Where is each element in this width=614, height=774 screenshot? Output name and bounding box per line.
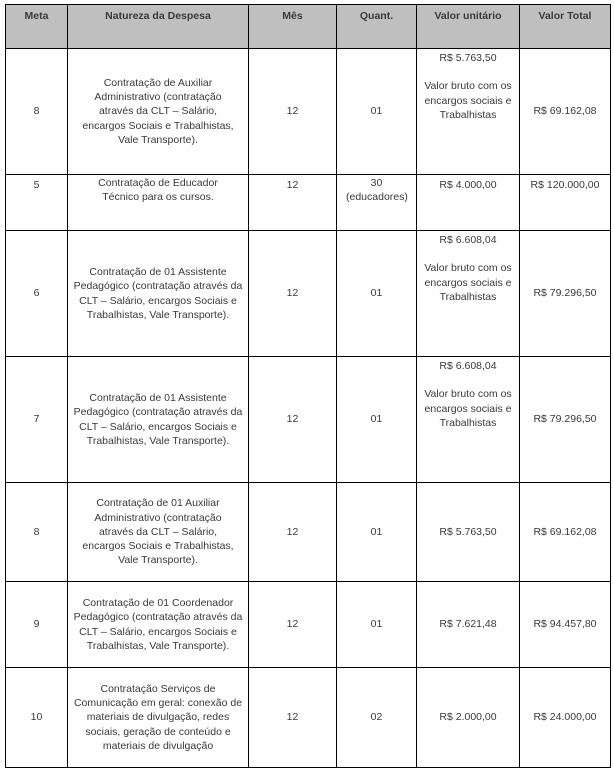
table-row xyxy=(6,582,611,668)
cell-mes: 12 xyxy=(249,483,337,582)
header-valor-unitario: Valor unitário xyxy=(417,5,520,49)
cell-natureza xyxy=(68,668,249,768)
cell-quant: 01 xyxy=(337,357,417,483)
cell-quant: 01 xyxy=(337,483,417,582)
cell-valor-total: R$ 120.000,00 xyxy=(520,175,611,231)
cell-valor-unitario xyxy=(417,357,520,483)
cell-valor-unitario xyxy=(417,231,520,357)
natureza-text: Contratação de Auxiliar Administrativo (contratação através da CLT – Salário, encargos Sociais e Trabalhistas, Vale Transporte). xyxy=(82,76,234,146)
header-natureza: Natureza da Despesa xyxy=(68,5,249,49)
cell-meta: 10 xyxy=(6,668,68,768)
table-row xyxy=(6,357,611,483)
cell-natureza xyxy=(68,231,249,357)
valor-unitario-note: Valor bruto com os encargos sociais e Trabalhistas xyxy=(424,80,512,121)
cell-mes: 12 xyxy=(249,668,337,768)
cell-quant: 01 xyxy=(337,582,417,668)
natureza-text: Contratação de 01 Auxiliar Administrativo (contratação através da CLT – Salário, encargos Sociais e Trabalhistas, Vale Transporte). xyxy=(82,497,234,567)
valor-unitario-amount: R$ 5.763,50 xyxy=(439,52,497,64)
cell-meta: 6 xyxy=(6,231,68,357)
table-row xyxy=(6,175,611,231)
header-meta: Meta xyxy=(6,5,68,49)
cell-natureza xyxy=(68,582,249,668)
cell-natureza xyxy=(68,483,249,582)
natureza-text: Contratação de Educador Técnico para os cursos. xyxy=(98,177,218,204)
cell-quant: 01 xyxy=(337,231,417,357)
cell-meta: 5 xyxy=(6,175,68,231)
cell-valor-total: R$ 94.457,80 xyxy=(520,582,611,668)
cell-mes: 12 xyxy=(249,49,337,175)
natureza-text: Contratação de 01 Assistente Pedagógico (contratação através da CLT – Salário, encargos Sociais e Trabalhistas, Vale Transporte). xyxy=(73,391,243,447)
cell-mes: 12 xyxy=(249,582,337,668)
cell-valor-unitario: R$ 5.763,50 xyxy=(417,483,520,582)
cell-mes: 12 xyxy=(249,231,337,357)
valor-unitario-note: Valor bruto com os encargos sociais e Trabalhistas xyxy=(424,262,512,303)
cell-valor-total: R$ 69.162,08 xyxy=(520,483,611,582)
cell-valor-total: R$ 79.296,50 xyxy=(520,231,611,357)
cell-mes: 12 xyxy=(249,175,337,231)
cell-natureza xyxy=(68,175,249,231)
valor-unitario-amount: R$ 6.608,04 xyxy=(439,360,497,372)
cell-valor-total: R$ 79.296,50 xyxy=(520,357,611,483)
natureza-text: Contratação de 01 Assistente Pedagógico (contratação através da CLT – Salário, encargos Sociais e Trabalhistas, Vale Transporte). xyxy=(73,265,243,321)
header-quant: Quant. xyxy=(337,5,417,49)
cell-quant xyxy=(337,175,417,231)
budget-table xyxy=(5,4,611,768)
cell-quant: 01 xyxy=(337,49,417,175)
cell-valor-unitario xyxy=(417,49,520,175)
cell-meta: 8 xyxy=(6,483,68,582)
cell-meta: 9 xyxy=(6,582,68,668)
valor-unitario-amount: R$ 6.608,04 xyxy=(439,234,497,246)
cell-valor-unitario: R$ 2.000,00 xyxy=(417,668,520,768)
quant-text: 30 (educadores) xyxy=(346,177,408,204)
header-mes: Mês xyxy=(249,5,337,49)
cell-meta: 7 xyxy=(6,357,68,483)
cell-mes: 12 xyxy=(249,357,337,483)
cell-valor-total: R$ 69.162,08 xyxy=(520,49,611,175)
natureza-text: Contratação Serviços de Comunicação em geral: conexão de materiais de divulgação, redes sociais, geração de conteúdo e materiais de divulgação xyxy=(73,682,243,752)
cell-valor-total: R$ 24.000,00 xyxy=(520,668,611,768)
table-row xyxy=(6,49,611,175)
header-valor-total: Valor Total xyxy=(520,5,611,49)
cell-natureza xyxy=(68,357,249,483)
cell-valor-unitario: R$ 4.000,00 xyxy=(417,175,520,231)
table-header-row xyxy=(6,5,611,49)
natureza-text: Contratação de 01 Coordenador Pedagógico (contratação através da CLT – Salário, encargos Sociais e Trabalhistas, Vale Transporte). xyxy=(73,596,243,652)
valor-unitario-note: Valor bruto com os encargos sociais e Trabalhistas xyxy=(424,388,512,429)
table-row xyxy=(6,483,611,582)
table-row xyxy=(6,231,611,357)
cell-meta: 8 xyxy=(6,49,68,175)
table-row xyxy=(6,668,611,768)
cell-quant: 02 xyxy=(337,668,417,768)
cell-natureza xyxy=(68,49,249,175)
cell-valor-unitario: R$ 7.621,48 xyxy=(417,582,520,668)
